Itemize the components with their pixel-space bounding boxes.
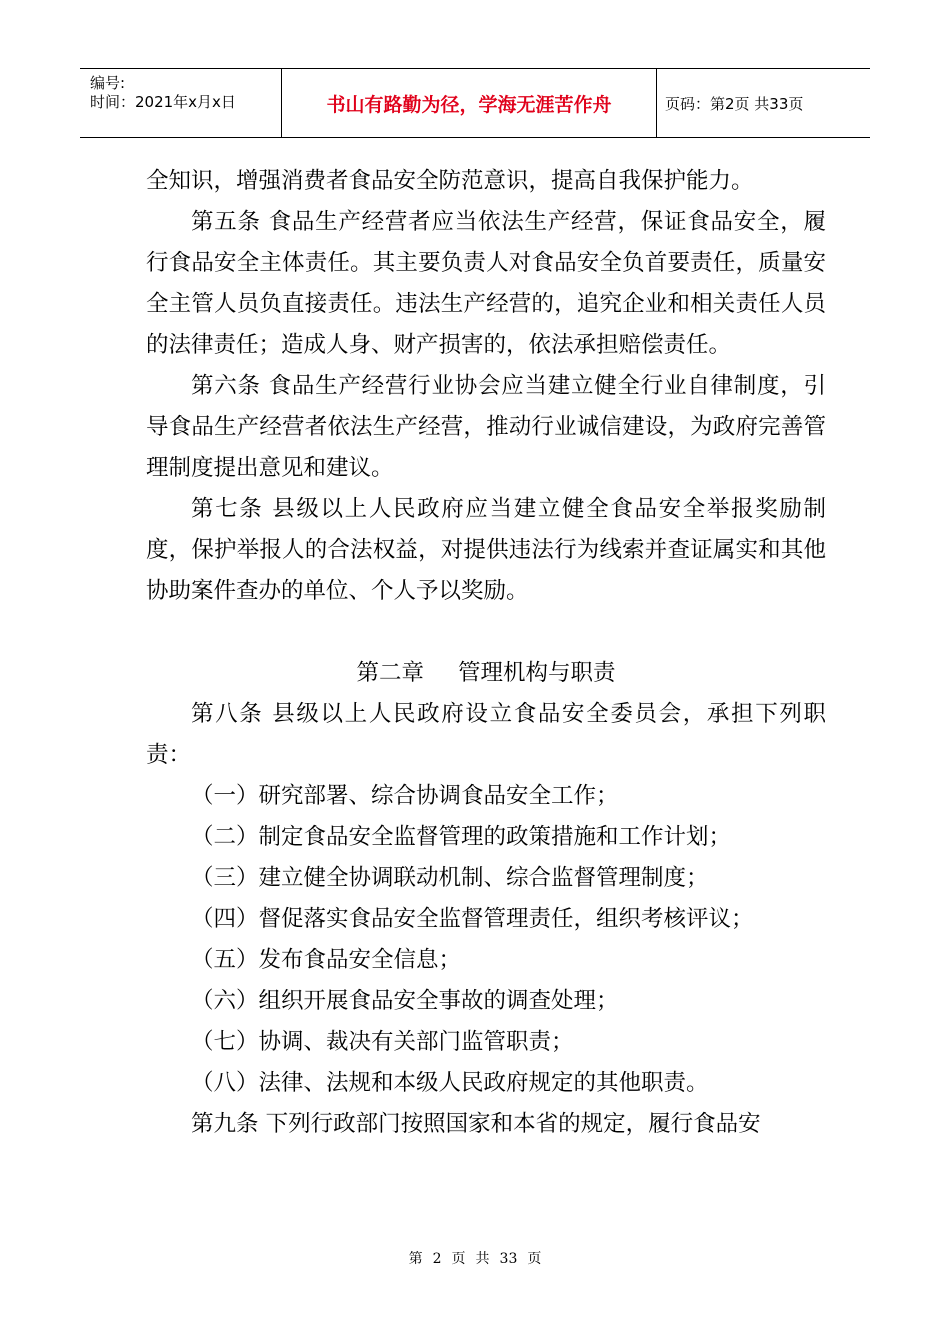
header-page-info: 页码：第2页 共33页 xyxy=(665,94,804,113)
paragraph: 全知识，增强消费者食品安全防范意识，提高自我保护能力。 xyxy=(146,168,754,194)
list-item: （五）发布食品安全信息； xyxy=(191,947,462,973)
document-time: 时间：2021年x月x日 xyxy=(90,93,236,111)
list-item: （三）建立健全协调联动机制、综合监督管理制度； xyxy=(191,865,709,891)
list-item: （一）研究部署、综合协调食品安全工作； xyxy=(191,783,619,809)
footer-total-pages: 33 xyxy=(499,1251,518,1267)
chapter-heading xyxy=(146,653,826,694)
page-footer xyxy=(0,1248,950,1268)
article-6: 第六条 食品生产经营行业协会应当建立健全行业自律制度，引导食品生产经营者依法生产经营，推动行业诚信建设，为政府完善管理制度提出意见和建议。 xyxy=(146,373,826,481)
article-5: 第五条 食品生产经营者应当依法生产经营，保证食品安全，履行食品安全主体责任。其主要负责人对食品安全负首要责任，质量安全主管人员负直接责任。违法生产经营的，追究企业和相关责任人员的法律责任；造成人身、财产损害的，依法承担赔偿责任。 xyxy=(146,209,826,358)
document-body xyxy=(146,161,826,1145)
list-item: （二）制定食品安全监督管理的政策措施和工作计划； xyxy=(191,824,732,850)
page-header xyxy=(80,68,870,138)
list-item: （六）组织开展食品安全事故的调查处理； xyxy=(191,988,619,1014)
footer-gong: 共 xyxy=(475,1251,490,1267)
chapter-title: 管理机构与职责 xyxy=(458,660,616,686)
list-item: （四）督促落实食品安全监督管理责任，组织考核评议； xyxy=(191,906,754,932)
header-meta xyxy=(80,69,282,137)
footer-di: 第 xyxy=(408,1251,423,1267)
footer-ye2: 页 xyxy=(527,1251,542,1267)
header-motto: 书山有路勤为径，学海无涯苦作舟 xyxy=(282,69,657,137)
article-9: 第九条 下列行政部门按照国家和本省的规定，履行食品安 xyxy=(191,1111,761,1137)
footer-page-number: 2 xyxy=(432,1251,442,1267)
article-8: 第八条 县级以上人民政府设立食品安全委员会，承担下列职责： xyxy=(146,701,826,768)
list-item: （七）协调、裁决有关部门监管职责； xyxy=(191,1029,574,1055)
article-7: 第七条 县级以上人民政府应当建立健全食品安全举报奖励制度，保护举报人的合法权益，对提供违法行为线索并查证属实和其他协助案件查办的单位、个人予以奖励。 xyxy=(146,496,826,604)
document-number-label: 编号: xyxy=(90,74,126,92)
list-item: （八）法律、法规和本级人民政府规定的其他职责。 xyxy=(191,1070,709,1096)
footer-ye: 页 xyxy=(451,1251,466,1267)
chapter-number: 第二章 xyxy=(356,660,424,686)
